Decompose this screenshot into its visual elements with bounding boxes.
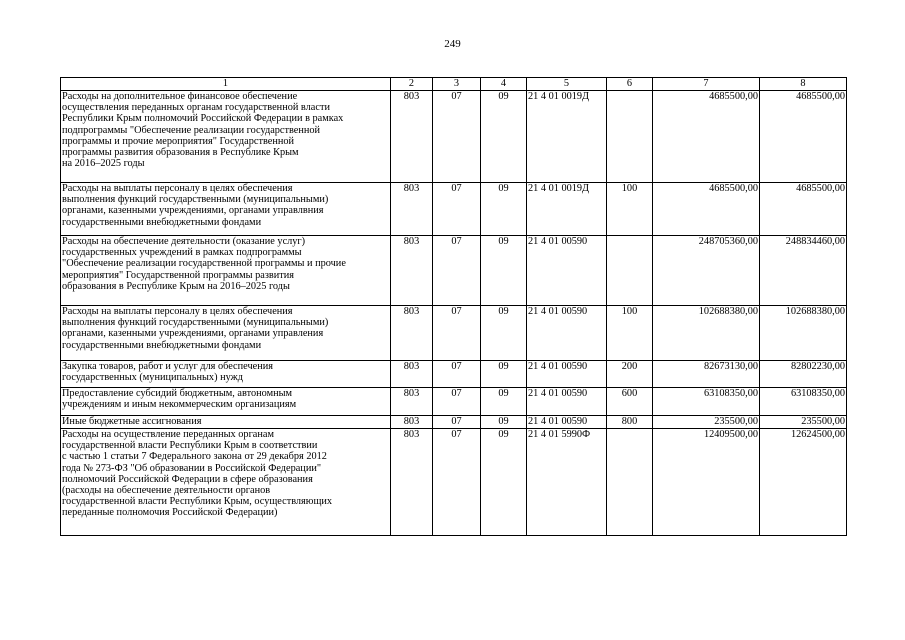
table-row <box>61 388 847 416</box>
row-amount-col7: 82673130,00 <box>653 361 760 388</box>
row-amount-col7: 63108350,00 <box>653 388 760 416</box>
row-amount-col7: 4685500,00 <box>653 183 760 236</box>
row-expense-type <box>607 236 653 306</box>
row-expense-type: 100 <box>607 183 653 236</box>
row-target-article: 21 4 01 0019Д <box>527 183 607 236</box>
row-target-article: 21 4 01 00590 <box>527 306 607 361</box>
row-amount-col8: 248834460,00 <box>760 236 847 306</box>
row-subsection: 09 <box>481 236 527 306</box>
header-cell-1: 1 <box>61 78 391 91</box>
table-row <box>61 236 847 306</box>
table-row <box>61 416 847 429</box>
row-ministry: 803 <box>391 388 433 416</box>
budget-table <box>60 77 847 536</box>
row-subsection: 09 <box>481 361 527 388</box>
row-subsection: 09 <box>481 183 527 236</box>
row-expense-type <box>607 429 653 536</box>
row-section: 07 <box>433 361 481 388</box>
row-target-article: 21 4 01 00590 <box>527 361 607 388</box>
row-ministry: 803 <box>391 416 433 429</box>
row-name: Расходы на обеспечение деятельности (оказание услуг) государственных учреждений в рамках подпрограммы "Обеспечение реализации государственной программы и прочие мероприятия" Государственной программы развития образования в Республике Крым на 2016–2025 годы <box>61 236 391 306</box>
row-amount-col8: 235500,00 <box>760 416 847 429</box>
row-amount-col8: 82802230,00 <box>760 361 847 388</box>
row-expense-type <box>607 91 653 183</box>
row-subsection: 09 <box>481 306 527 361</box>
row-amount-col7: 235500,00 <box>653 416 760 429</box>
row-amount-col7: 12409500,00 <box>653 429 760 536</box>
row-target-article: 21 4 01 5990Ф <box>527 429 607 536</box>
table-row <box>61 91 847 183</box>
row-subsection: 09 <box>481 388 527 416</box>
header-cell-3: 3 <box>433 78 481 91</box>
row-target-article: 21 4 01 00590 <box>527 416 607 429</box>
row-name: Расходы на выплаты персоналу в целях обеспечения выполнения функций государственными (муниципальными) органами, казенными учреждениями, органами управления государственными внебюджетными фондами <box>61 306 391 361</box>
row-section: 07 <box>433 429 481 536</box>
row-ministry: 803 <box>391 183 433 236</box>
header-cell-4: 4 <box>481 78 527 91</box>
row-subsection: 09 <box>481 429 527 536</box>
row-amount-col8: 63108350,00 <box>760 388 847 416</box>
row-target-article: 21 4 01 00590 <box>527 236 607 306</box>
row-expense-type: 600 <box>607 388 653 416</box>
row-amount-col8: 102688380,00 <box>760 306 847 361</box>
row-ministry: 803 <box>391 361 433 388</box>
table-row <box>61 361 847 388</box>
row-name: Расходы на выплаты персоналу в целях обеспечения выполнения функций государственными (муниципальными) органами, казенными учреждениями, органами управлвния государственными внебюджетными фондами <box>61 183 391 236</box>
row-name: Закупка товаров, работ и услуг для обеспечения государственных (муниципальных) нужд <box>61 361 391 388</box>
row-target-article: 21 4 01 0019Д <box>527 91 607 183</box>
row-ministry: 803 <box>391 236 433 306</box>
row-amount-col7: 102688380,00 <box>653 306 760 361</box>
row-amount-col7: 248705360,00 <box>653 236 760 306</box>
row-amount-col8: 12624500,00 <box>760 429 847 536</box>
row-subsection: 09 <box>481 416 527 429</box>
table-row <box>61 306 847 361</box>
row-expense-type: 200 <box>607 361 653 388</box>
row-expense-type: 800 <box>607 416 653 429</box>
row-subsection: 09 <box>481 91 527 183</box>
row-amount-col7: 4685500,00 <box>653 91 760 183</box>
row-section: 07 <box>433 236 481 306</box>
header-cell-6: 6 <box>607 78 653 91</box>
row-expense-type: 100 <box>607 306 653 361</box>
row-ministry: 803 <box>391 306 433 361</box>
header-cell-7: 7 <box>653 78 760 91</box>
row-ministry: 803 <box>391 429 433 536</box>
row-section: 07 <box>433 416 481 429</box>
header-cell-5: 5 <box>527 78 607 91</box>
row-section: 07 <box>433 91 481 183</box>
row-name: Предоставление субсидий бюджетным, автономным учреждениям и иным некоммерческим организациям <box>61 388 391 416</box>
row-amount-col8: 4685500,00 <box>760 183 847 236</box>
row-amount-col8: 4685500,00 <box>760 91 847 183</box>
row-name: Иные бюджетные ассигнования <box>61 416 391 429</box>
table-row <box>61 429 847 536</box>
row-name: Расходы на осуществление переданных органам государственной власти Республики Крым в соответствии с частью 1 статьи 7 Федерального закона от 29 декабря 2012 года № 273-ФЗ "Об образовании в Российской Федерации" полномочий Российской Федерации в сфере образования (расходы на обеспечение деятельности органов государственной власти Республики Крым, осуществляющих переданные полномочия Российской Федерации) <box>61 429 391 536</box>
header-cell-2: 2 <box>391 78 433 91</box>
row-name: Расходы на дополнительное финансовое обеспечение осуществления переданных органам государственной власти Республики Крым полномочий Российской Федерации в рамках подпрограммы "Обеспечение реализации государственной программы и прочие мероприятия" Государственной программы развития образования в Республике Крым на 2016–2025 годы <box>61 91 391 183</box>
table-row <box>61 183 847 236</box>
table-body <box>61 91 847 536</box>
header-row <box>61 78 847 91</box>
row-target-article: 21 4 01 00590 <box>527 388 607 416</box>
row-ministry: 803 <box>391 91 433 183</box>
header-cell-8: 8 <box>760 78 847 91</box>
page-number: 249 <box>444 38 461 50</box>
row-section: 07 <box>433 306 481 361</box>
table-header <box>61 78 847 91</box>
row-section: 07 <box>433 388 481 416</box>
row-section: 07 <box>433 183 481 236</box>
